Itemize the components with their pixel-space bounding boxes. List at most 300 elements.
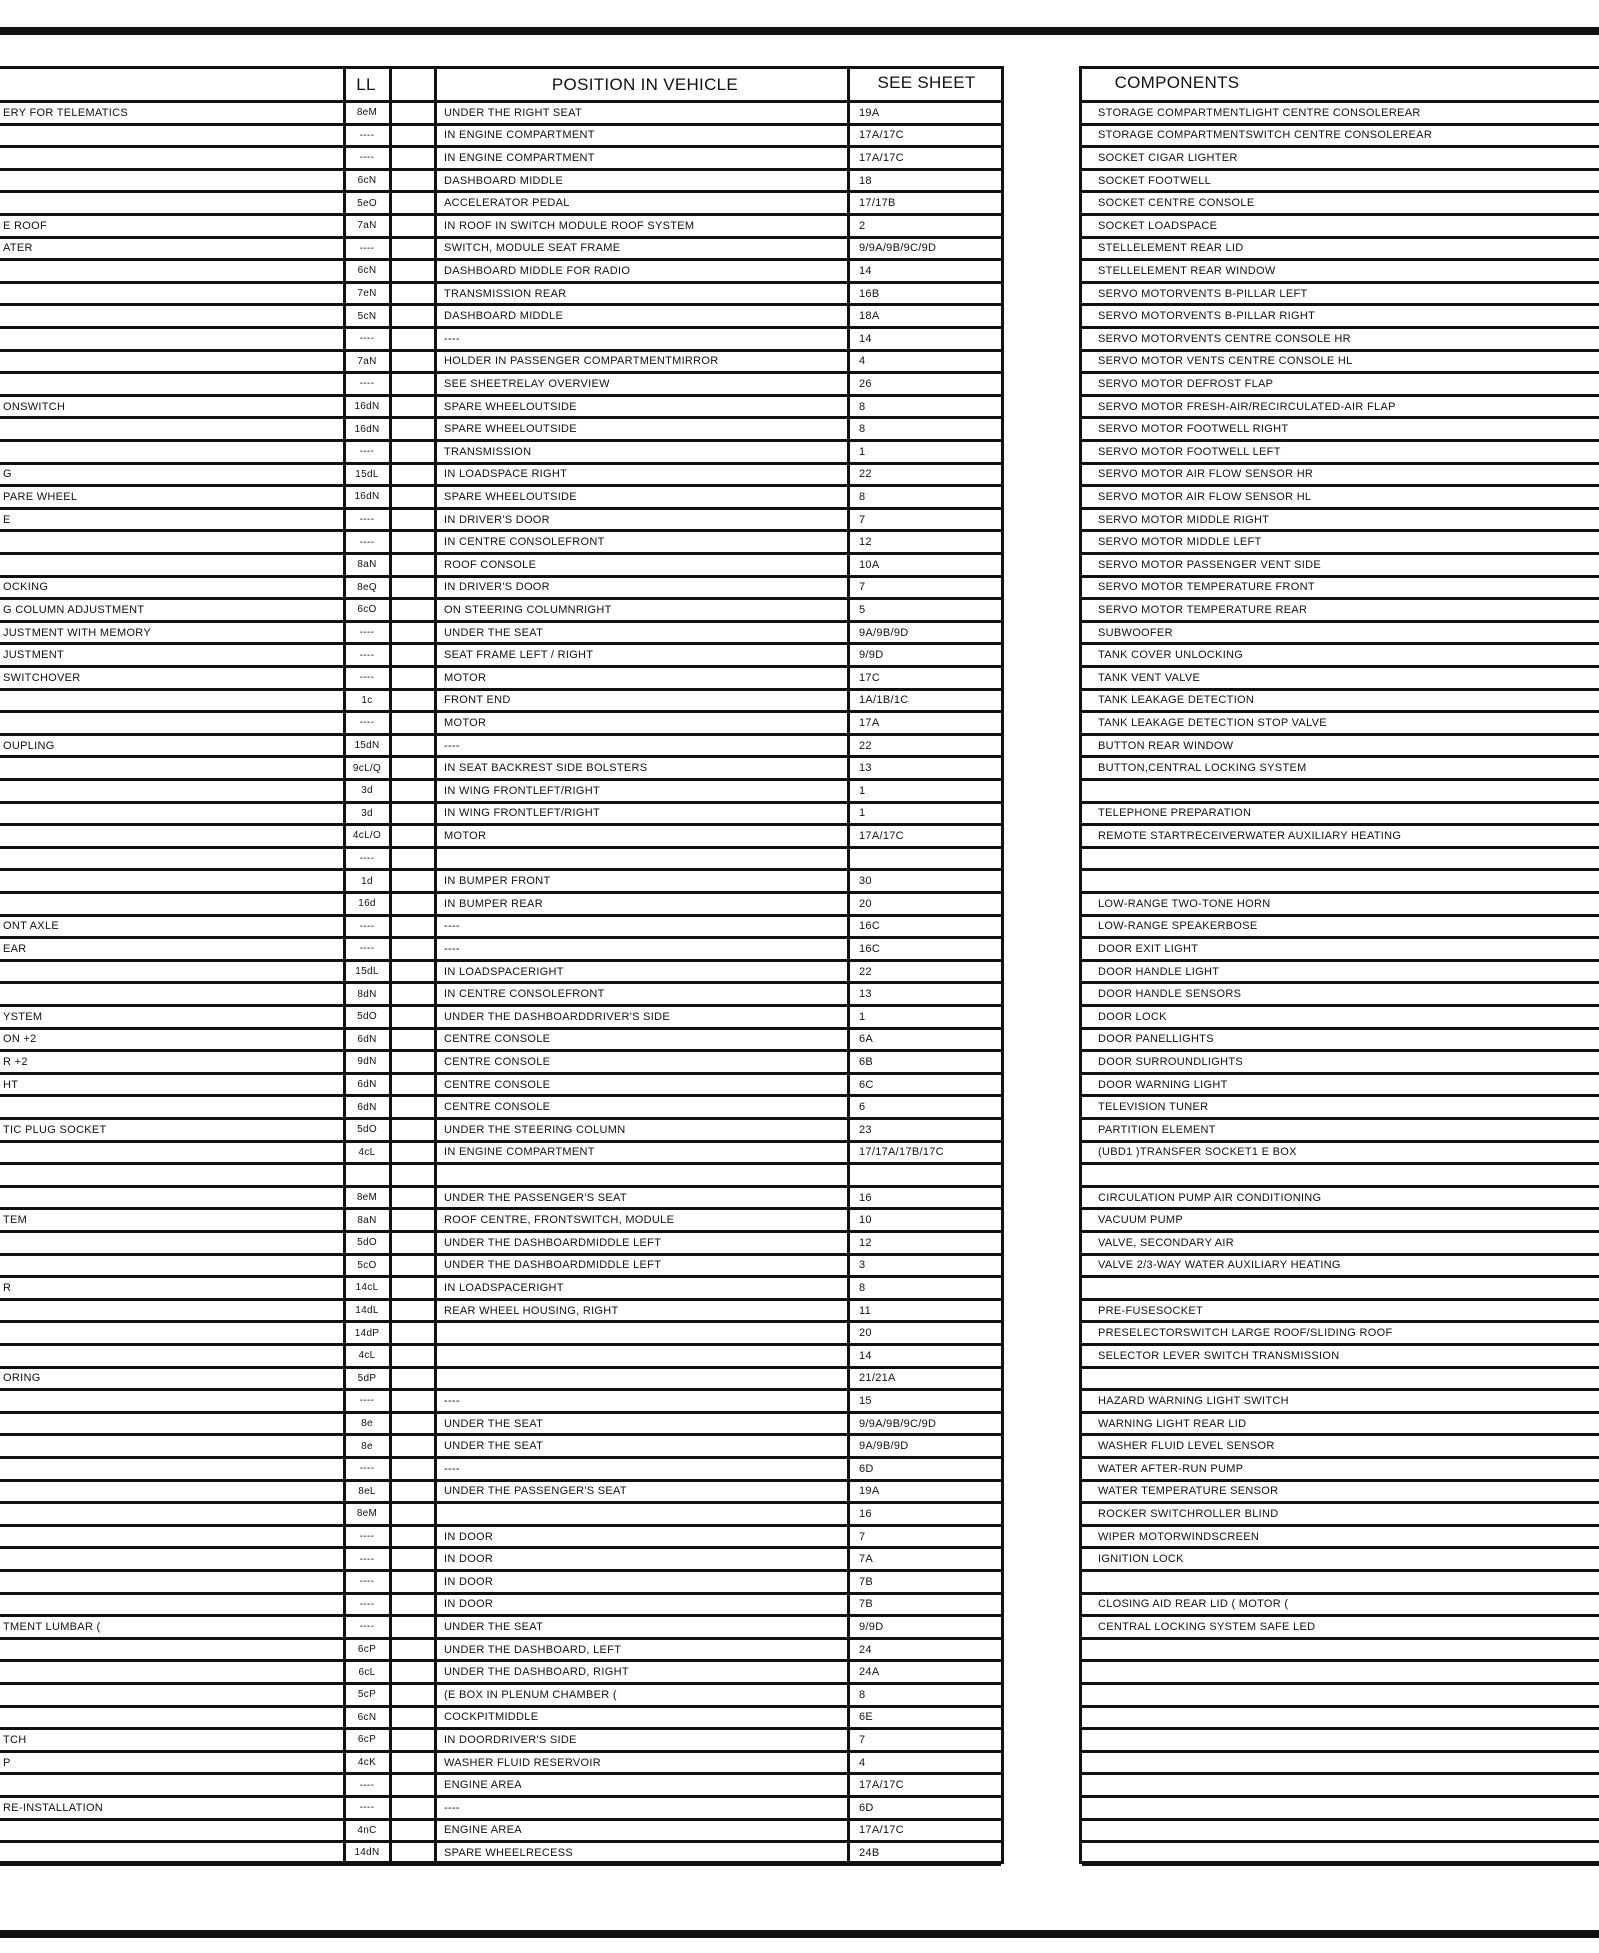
see-sheet: 6C — [859, 1078, 874, 1091]
ll-code: 5eO — [357, 197, 377, 209]
component-label: VALVE 2/3-WAY WATER AUXILIARY HEATING — [1098, 1259, 1341, 1272]
components-row — [1082, 600, 1599, 623]
components-row — [1082, 1007, 1599, 1030]
component-label — [1098, 1843, 1598, 1863]
components-row — [1082, 1346, 1599, 1369]
components-row — [1082, 1617, 1599, 1640]
components-row — [1082, 261, 1599, 284]
table-row — [0, 826, 1001, 849]
component-name: ORING — [3, 1372, 41, 1385]
table-row — [0, 1075, 1001, 1098]
see-sheet: 18A — [859, 310, 880, 323]
table-row — [0, 126, 1001, 149]
component-label: SERVO MOTORVENTS B-PILLAR LEFT — [1098, 287, 1308, 300]
component-label: TANK LEAKAGE DETECTION — [1098, 694, 1255, 707]
table-row — [0, 284, 1001, 307]
component-label: WIPER MOTORWINDSCREEN — [1098, 1530, 1260, 1543]
components-row — [1082, 1504, 1599, 1527]
table-row — [0, 1572, 1001, 1595]
ll-code: ---- — [359, 1598, 375, 1610]
ll-code: 8e — [361, 1418, 373, 1430]
position-in-vehicle — [444, 1369, 844, 1389]
ll-code: ---- — [359, 129, 375, 141]
components-row — [1082, 216, 1599, 239]
ll-code: 5dP — [357, 1372, 377, 1384]
components-row — [1082, 1414, 1599, 1437]
ll-code: 16dN — [354, 491, 380, 503]
ll-code: ---- — [359, 627, 375, 639]
table-row — [0, 1007, 1001, 1030]
component-name — [3, 691, 339, 711]
see-sheet: 17C — [859, 671, 881, 684]
component-label — [1098, 1708, 1598, 1728]
see-sheet: 12 — [859, 1236, 872, 1249]
divider-2 — [389, 69, 392, 1861]
ll-code: 1d — [361, 875, 373, 887]
position-in-vehicle — [444, 1504, 844, 1524]
ll-code: 15dL — [355, 468, 379, 480]
see-sheet: 17A/17C — [859, 151, 904, 164]
components-row — [1082, 781, 1599, 804]
components-row — [1082, 148, 1599, 171]
table-row — [0, 1052, 1001, 1075]
ll-code: 8aN — [357, 1214, 377, 1226]
ll-code: 6cO — [357, 604, 377, 616]
component-name — [3, 306, 339, 326]
see-sheet: 24 — [859, 1643, 872, 1656]
component-name — [3, 148, 339, 168]
see-sheet: 17A — [859, 716, 880, 729]
position-in-vehicle: IN ENGINE COMPARTMENT — [444, 129, 595, 142]
component-name — [3, 352, 339, 372]
table-row — [0, 419, 1001, 442]
component-label — [1098, 1685, 1598, 1705]
component-name — [3, 871, 339, 891]
table-row — [0, 1369, 1001, 1392]
bottom-rule — [0, 1930, 1599, 1938]
position-in-vehicle: ENGINE AREA — [444, 1824, 522, 1837]
position-in-vehicle: MOTOR — [444, 829, 487, 842]
component-label — [1098, 1369, 1598, 1389]
component-name — [3, 849, 339, 869]
table-row — [0, 1030, 1001, 1053]
position-in-vehicle: REAR WHEEL HOUSING, RIGHT — [444, 1304, 619, 1317]
see-sheet: 1 — [859, 445, 866, 458]
component-name: ONT AXLE — [3, 920, 59, 933]
position-in-vehicle: SPARE WHEELRECESS — [444, 1846, 573, 1859]
component-name: G COLUMN ADJUSTMENT — [3, 603, 145, 616]
components-row — [1082, 171, 1599, 194]
ll-code: 16d — [358, 898, 376, 910]
components-row — [1082, 578, 1599, 601]
component-label — [1098, 1753, 1598, 1773]
component-name — [3, 374, 339, 394]
header-components: COMPONENTS — [1114, 73, 1240, 92]
component-label — [1098, 1165, 1598, 1185]
component-name — [3, 261, 339, 281]
components-row — [1082, 917, 1599, 940]
table-row — [0, 1482, 1001, 1505]
table-row — [0, 1143, 1001, 1166]
ll-code: 6cP — [357, 1734, 377, 1746]
table-row — [0, 1685, 1001, 1708]
component-name — [3, 1549, 339, 1569]
see-sheet: 30 — [859, 875, 872, 888]
table-row — [0, 306, 1001, 329]
components-row — [1082, 1640, 1599, 1663]
component-name — [3, 1143, 339, 1163]
component-label: VACUUM PUMP — [1098, 1214, 1183, 1227]
component-name — [3, 1256, 339, 1276]
see-sheet: 26 — [859, 377, 872, 390]
see-sheet: 20 — [859, 897, 872, 910]
component-name: HT — [3, 1078, 19, 1091]
see-sheet: 9/9D — [859, 649, 884, 662]
divider-4 — [847, 69, 850, 1861]
components-row — [1082, 1843, 1599, 1866]
position-in-vehicle: SPARE WHEELOUTSIDE — [444, 490, 577, 503]
position-in-vehicle: ENGINE AREA — [444, 1779, 522, 1792]
table-row — [0, 148, 1001, 171]
table-row — [0, 894, 1001, 917]
component-name — [3, 1414, 339, 1434]
position-in-vehicle: IN LOADSPACE RIGHT — [444, 468, 568, 481]
see-sheet: 7 — [859, 581, 866, 594]
table-row — [0, 984, 1001, 1007]
ll-code: ---- — [359, 649, 375, 661]
position-in-vehicle: IN DRIVER'S DOOR — [444, 581, 550, 594]
position-in-vehicle: IN ENGINE COMPARTMENT — [444, 1146, 595, 1159]
components-header-row — [1082, 69, 1599, 103]
position-in-vehicle: IN CENTRE CONSOLEFRONT — [444, 988, 605, 1001]
components-row — [1082, 1256, 1599, 1279]
table-row — [0, 804, 1001, 827]
components-row — [1082, 510, 1599, 533]
table-row — [0, 1730, 1001, 1753]
component-label: STELLELEMENT REAR LID — [1098, 242, 1244, 255]
component-name — [3, 1233, 339, 1253]
components-row — [1082, 532, 1599, 555]
component-label: CLOSING AID REAR LID ( MOTOR ( — [1098, 1598, 1289, 1611]
position-in-vehicle: IN LOADSPACERIGHT — [444, 965, 564, 978]
ll-code: ---- — [359, 1779, 375, 1791]
position-in-vehicle: ---- — [444, 332, 460, 345]
table-row — [0, 668, 1001, 691]
see-sheet: 6D — [859, 1462, 874, 1475]
components-table — [1079, 66, 1599, 1864]
ll-code: ---- — [359, 1621, 375, 1633]
component-name — [3, 419, 339, 439]
components-row — [1082, 1459, 1599, 1482]
component-label: SOCKET LOADSPACE — [1098, 219, 1218, 232]
position-in-vehicle: (E BOX IN PLENUM CHAMBER ( — [444, 1688, 617, 1701]
components-row — [1082, 419, 1599, 442]
component-label: SERVO MOTOR PASSENGER VENT SIDE — [1098, 558, 1322, 571]
components-row — [1082, 826, 1599, 849]
see-sheet: 7 — [859, 1530, 866, 1543]
position-in-vehicle: IN DOOR — [444, 1530, 494, 1543]
see-sheet: 1 — [859, 784, 866, 797]
components-row — [1082, 1527, 1599, 1550]
ll-code: 8eL — [358, 1485, 376, 1497]
component-label — [1098, 1662, 1598, 1682]
ll-code: 6cL — [358, 1666, 376, 1678]
component-name — [3, 826, 339, 846]
component-name — [3, 1843, 339, 1863]
component-name — [3, 1391, 339, 1411]
see-sheet: 7B — [859, 1575, 874, 1588]
ll-code: 9cL/Q — [352, 762, 382, 774]
component-name: EAR — [3, 942, 27, 955]
component-label: BUTTON REAR WINDOW — [1098, 739, 1234, 752]
components-row — [1082, 1753, 1599, 1776]
position-in-vehicle: IN ROOF IN SWITCH MODULE ROOF SYSTEM — [444, 219, 695, 232]
see-sheet: 24B — [859, 1846, 880, 1859]
see-sheet: 17A/17C — [859, 1779, 904, 1792]
component-label: TELEVISION TUNER — [1098, 1101, 1209, 1114]
components-row — [1082, 1075, 1599, 1098]
position-in-vehicle: ---- — [444, 920, 460, 933]
component-name — [3, 804, 339, 824]
see-sheet: 22 — [859, 965, 872, 978]
component-name — [3, 758, 339, 778]
component-name: TCH — [3, 1733, 27, 1746]
component-name: P — [3, 1756, 11, 1769]
see-sheet: 14 — [859, 1349, 872, 1362]
see-sheet: 3 — [859, 1259, 866, 1272]
top-rule — [0, 27, 1599, 35]
components-row — [1082, 465, 1599, 488]
ll-code: 7aN — [357, 355, 377, 367]
component-name — [3, 1504, 339, 1524]
components-row — [1082, 329, 1599, 352]
table-row — [0, 1256, 1001, 1279]
ll-code: 6dN — [357, 1101, 377, 1113]
component-label: (UBD1 )TRANSFER SOCKET1 E BOX — [1098, 1146, 1297, 1159]
ll-code: 6cN — [357, 1711, 377, 1723]
position-in-vehicle: FRONT END — [444, 694, 511, 707]
component-name — [3, 781, 339, 801]
component-label: SELECTOR LEVER SWITCH TRANSMISSION — [1098, 1349, 1340, 1362]
component-label: DOOR EXIT LIGHT — [1098, 942, 1199, 955]
see-sheet: 8 — [859, 423, 866, 436]
table-row — [0, 1798, 1001, 1821]
ll-code: 16dN — [354, 423, 380, 435]
table-row — [0, 1662, 1001, 1685]
table-row — [0, 962, 1001, 985]
table-row — [0, 1391, 1001, 1414]
component-name — [3, 1821, 339, 1841]
table-row — [0, 555, 1001, 578]
component-name — [3, 713, 339, 733]
ll-code: 14dN — [354, 1847, 380, 1859]
table-row — [0, 397, 1001, 420]
ll-code: 8eQ — [357, 581, 377, 593]
component-name — [3, 1323, 339, 1343]
ll-code: ---- — [359, 1576, 375, 1588]
table-row — [0, 1120, 1001, 1143]
see-sheet: 4 — [859, 355, 866, 368]
position-in-vehicle: IN ENGINE COMPARTMENT — [444, 151, 595, 164]
see-sheet: 14 — [859, 264, 872, 277]
table-row — [0, 510, 1001, 533]
table-row — [0, 329, 1001, 352]
component-name — [3, 1527, 339, 1547]
ll-code: 6dN — [357, 1079, 377, 1091]
component-label — [1098, 849, 1598, 869]
components-row — [1082, 1052, 1599, 1075]
components-row — [1082, 1369, 1599, 1392]
position-in-vehicle — [444, 849, 844, 869]
component-label: BUTTON,CENTRAL LOCKING SYSTEM — [1098, 762, 1307, 775]
position-in-vehicle: HOLDER IN PASSENGER COMPARTMENTMIRROR — [444, 355, 719, 368]
component-label: SERVO MOTOR FOOTWELL LEFT — [1098, 445, 1281, 458]
see-sheet: 20 — [859, 1327, 872, 1340]
see-sheet: 7 — [859, 513, 866, 526]
component-name — [3, 126, 339, 146]
component-name: JUSTMENT WITH MEMORY — [3, 626, 151, 639]
component-label: CENTRAL LOCKING SYSTEM SAFE LED — [1098, 1620, 1316, 1633]
component-label: SERVO MOTOR VENTS CENTRE CONSOLE HL — [1098, 355, 1353, 368]
see-sheet: 17/17B — [859, 197, 896, 210]
component-label: STELLELEMENT REAR WINDOW — [1098, 264, 1276, 277]
position-in-vehicle: MOTOR — [444, 716, 487, 729]
component-label: DOOR WARNING LIGHT — [1098, 1078, 1228, 1091]
table-row — [0, 1188, 1001, 1211]
component-label — [1098, 1821, 1598, 1841]
components-row — [1082, 1278, 1599, 1301]
components-row — [1082, 1030, 1599, 1053]
position-in-vehicle: IN DOOR — [444, 1575, 494, 1588]
component-name — [3, 284, 339, 304]
position-in-vehicle: UNDER THE SEAT — [444, 1620, 544, 1633]
component-name: ATER — [3, 242, 33, 255]
table-row — [0, 1278, 1001, 1301]
component-name — [3, 894, 339, 914]
divider-3 — [434, 69, 437, 1861]
position-in-vehicle: UNDER THE PASSENGER'S SEAT — [444, 1191, 627, 1204]
component-label: IGNITION LOCK — [1098, 1553, 1184, 1566]
see-sheet: 9A/9B/9D — [859, 1440, 909, 1453]
position-in-vehicle: CENTRE CONSOLE — [444, 1101, 551, 1114]
ll-code — [346, 1165, 388, 1185]
component-name — [3, 442, 339, 462]
components-row — [1082, 939, 1599, 962]
component-label: SERVO MOTOR AIR FLOW SENSOR HL — [1098, 490, 1312, 503]
table-row — [0, 1323, 1001, 1346]
component-name — [3, 532, 339, 552]
component-label: DOOR PANELLIGHTS — [1098, 1033, 1214, 1046]
table-row — [0, 1097, 1001, 1120]
components-row — [1082, 1549, 1599, 1572]
ll-code: 5dO — [357, 1237, 377, 1249]
ll-code: 5dO — [357, 1124, 377, 1136]
component-label: DOOR HANDLE SENSORS — [1098, 988, 1242, 1001]
component-name: YSTEM — [3, 1010, 43, 1023]
component-name — [3, 1459, 339, 1479]
see-sheet: 22 — [859, 739, 872, 752]
see-sheet — [859, 1165, 999, 1185]
ll-code: 4cL/O — [352, 830, 382, 842]
components-row — [1082, 1323, 1599, 1346]
components-row — [1082, 713, 1599, 736]
ll-code: ---- — [359, 514, 375, 526]
see-sheet: 17A/17C — [859, 129, 904, 142]
components-row — [1082, 1685, 1599, 1708]
component-label: TANK VENT VALVE — [1098, 671, 1201, 684]
table-row — [0, 1504, 1001, 1527]
component-name: TIC PLUG SOCKET — [3, 1123, 107, 1136]
component-name: TEM — [3, 1214, 28, 1227]
position-in-vehicle: CENTRE CONSOLE — [444, 1055, 551, 1068]
position-in-vehicle: DASHBOARD MIDDLE — [444, 310, 564, 323]
components-row — [1082, 1436, 1599, 1459]
position-in-vehicle: ---- — [444, 739, 460, 752]
see-sheet: 10 — [859, 1214, 872, 1227]
component-label — [1098, 1572, 1598, 1592]
see-sheet: 6B — [859, 1055, 874, 1068]
see-sheet: 4 — [859, 1756, 866, 1769]
see-sheet: 21/21A — [859, 1372, 896, 1385]
position-in-vehicle: UNDER THE DASHBOARDDRIVER'S SIDE — [444, 1010, 671, 1023]
see-sheet: 13 — [859, 762, 872, 775]
components-row — [1082, 306, 1599, 329]
ll-code: 15dL — [355, 966, 379, 978]
position-in-vehicle: ---- — [444, 1394, 460, 1407]
position-in-vehicle: ---- — [444, 1462, 460, 1475]
components-row — [1082, 962, 1599, 985]
see-sheet: 6D — [859, 1801, 874, 1814]
position-in-vehicle: IN LOADSPACERIGHT — [444, 1281, 564, 1294]
component-label: LOW-RANGE TWO-TONE HORN — [1098, 897, 1271, 910]
table-row — [0, 1753, 1001, 1776]
component-label: SOCKET CIGAR LIGHTER — [1098, 151, 1238, 164]
component-label: SERVO MOTOR FRESH-AIR/RECIRCULATED-AIR FLAP — [1098, 400, 1396, 413]
table-row — [0, 532, 1001, 555]
table-row — [0, 713, 1001, 736]
table-row — [0, 261, 1001, 284]
table-row — [0, 171, 1001, 194]
component-name: R +2 — [3, 1055, 28, 1068]
ll-code: ---- — [359, 378, 375, 390]
ll-code: 6cN — [357, 265, 377, 277]
see-sheet: 6A — [859, 1033, 874, 1046]
see-sheet — [859, 849, 999, 869]
see-sheet: 9/9A/9B/9C/9D — [859, 1417, 937, 1430]
component-label: SUBWOOFER — [1098, 626, 1173, 639]
table-row — [0, 103, 1001, 126]
component-name — [3, 555, 339, 575]
ll-code: 5cO — [357, 1259, 377, 1271]
ll-code: 4cK — [357, 1757, 377, 1769]
position-in-vehicle: SPARE WHEELOUTSIDE — [444, 423, 577, 436]
table-row — [0, 917, 1001, 940]
component-name — [3, 1775, 339, 1795]
table-row — [0, 1617, 1001, 1640]
see-sheet: 17/17A/17B/17C — [859, 1146, 944, 1159]
component-label: SERVO MOTOR AIR FLOW SENSOR HR — [1098, 468, 1314, 481]
component-name: ONSWITCH — [3, 400, 66, 413]
position-in-vehicle: ---- — [444, 1801, 460, 1814]
components-row — [1082, 691, 1599, 714]
components-row — [1082, 623, 1599, 646]
see-sheet: 9/9D — [859, 1620, 884, 1633]
component-name — [3, 1165, 339, 1185]
ll-code: ---- — [359, 920, 375, 932]
component-name — [3, 171, 339, 191]
position-in-vehicle: CENTRE CONSOLE — [444, 1033, 551, 1046]
components-row — [1082, 374, 1599, 397]
